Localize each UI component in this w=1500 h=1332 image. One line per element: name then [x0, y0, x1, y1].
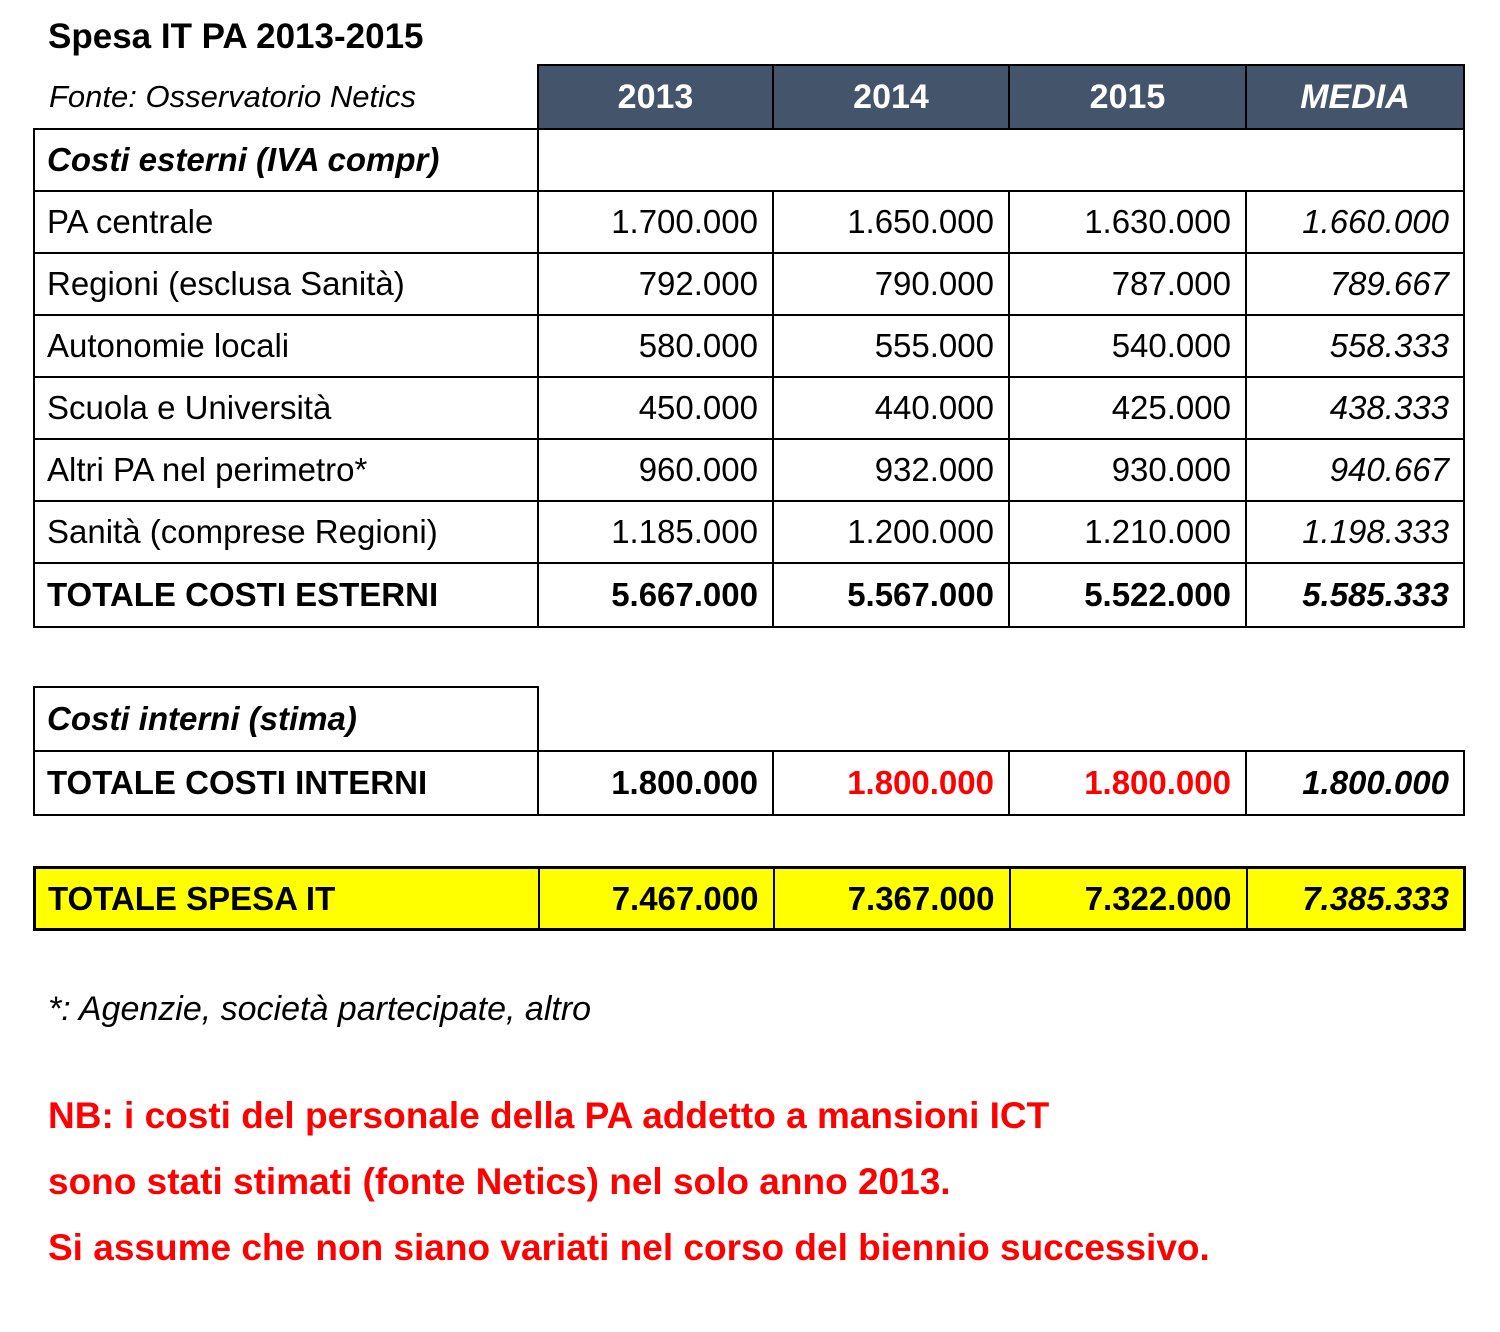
total-media-cell: 1.800.000: [1246, 751, 1464, 815]
external-costs-table: [33, 64, 1465, 628]
table-row: [34, 191, 1464, 253]
column-header-2014: 2014: [773, 65, 1009, 129]
media-cell: 438.333: [1246, 377, 1464, 439]
value-cell: 440.000: [773, 377, 1009, 439]
grand-total-media-cell: 7.385.333: [1247, 868, 1465, 930]
table-row: [34, 439, 1464, 501]
section-label-internal-costs: Costi interni (stima): [34, 687, 538, 751]
footnote: *: Agenzie, società partecipate, altro: [48, 990, 592, 1028]
total-label: TOTALE COSTI INTERNI: [34, 751, 538, 815]
total-value-cell-red: 1.800.000: [1009, 751, 1246, 815]
total-value-cell: 1.800.000: [538, 751, 773, 815]
value-cell: 1.200.000: [773, 501, 1009, 563]
media-cell: 1.198.333: [1246, 501, 1464, 563]
total-value-cell: 5.567.000: [773, 563, 1009, 627]
total-value-cell: 5.522.000: [1009, 563, 1246, 627]
value-cell: 580.000: [538, 315, 773, 377]
media-cell: 1.660.000: [1246, 191, 1464, 253]
page-title: Spesa IT PA 2013-2015: [48, 17, 424, 56]
row-label: Altri PA nel perimetro*: [34, 439, 538, 501]
row-label: Sanità (comprese Regioni): [34, 501, 538, 563]
value-cell: 932.000: [773, 439, 1009, 501]
total-label: TOTALE COSTI ESTERNI: [34, 563, 538, 627]
external-total-row: [34, 563, 1464, 627]
grand-total-row: [35, 868, 1465, 930]
note-line: NB: i costi del personale della PA addetto a mansioni ICT: [48, 1095, 1050, 1136]
empty-section-cell: [538, 129, 1464, 191]
total-value-cell-red: 1.800.000: [773, 751, 1009, 815]
row-label: Autonomie locali: [34, 315, 538, 377]
value-cell: 1.700.000: [538, 191, 773, 253]
row-label: PA centrale: [34, 191, 538, 253]
media-cell: 940.667: [1246, 439, 1464, 501]
grand-total-value-cell: 7.467.000: [539, 868, 774, 930]
total-media-cell: 5.585.333: [1246, 563, 1464, 627]
value-cell: 425.000: [1009, 377, 1246, 439]
internal-costs-table: [33, 686, 1465, 816]
media-cell: 789.667: [1246, 253, 1464, 315]
table-row: [34, 253, 1464, 315]
note-line: sono stati stimati (fonte Netics) nel solo anno 2013.: [48, 1161, 951, 1202]
note-block: [48, 1083, 1500, 1281]
value-cell: 1.630.000: [1009, 191, 1246, 253]
table-row: [34, 377, 1464, 439]
note-line: Si assume che non siano variati nel corso del biennio successivo.: [48, 1227, 1210, 1268]
grand-total-label: TOTALE SPESA IT: [35, 868, 539, 930]
internal-total-row: [34, 751, 1464, 815]
total-value-cell: 5.667.000: [538, 563, 773, 627]
source-label: Fonte: Osservatorio Netics: [34, 65, 538, 129]
row-label: Regioni (esclusa Sanità): [34, 253, 538, 315]
table-row: [34, 315, 1464, 377]
section-header-row: [34, 129, 1464, 191]
value-cell: 1.185.000: [538, 501, 773, 563]
media-cell: 558.333: [1246, 315, 1464, 377]
spacer: [33, 628, 1500, 686]
column-header-2013: 2013: [538, 65, 773, 129]
table-row: [34, 501, 1464, 563]
value-cell: 930.000: [1009, 439, 1246, 501]
header-row: [34, 65, 1464, 129]
value-cell: 787.000: [1009, 253, 1246, 315]
grand-total-table: [33, 866, 1466, 931]
value-cell: 1.210.000: [1009, 501, 1246, 563]
grand-total-value-cell: 7.367.000: [774, 868, 1010, 930]
value-cell: 1.650.000: [773, 191, 1009, 253]
value-cell: 555.000: [773, 315, 1009, 377]
value-cell: 790.000: [773, 253, 1009, 315]
section-label-external-costs: Costi esterni (IVA compr): [34, 129, 538, 191]
value-cell: 540.000: [1009, 315, 1246, 377]
spacer: [33, 816, 1500, 866]
column-header-2015: 2015: [1009, 65, 1246, 129]
column-header-media: MEDIA: [1246, 65, 1464, 129]
value-cell: 450.000: [538, 377, 773, 439]
value-cell: 960.000: [538, 439, 773, 501]
value-cell: 792.000: [538, 253, 773, 315]
row-label: Scuola e Università: [34, 377, 538, 439]
empty-area: [538, 687, 1464, 751]
section-header-row: [34, 687, 1464, 751]
grand-total-value-cell: 7.322.000: [1010, 868, 1247, 930]
